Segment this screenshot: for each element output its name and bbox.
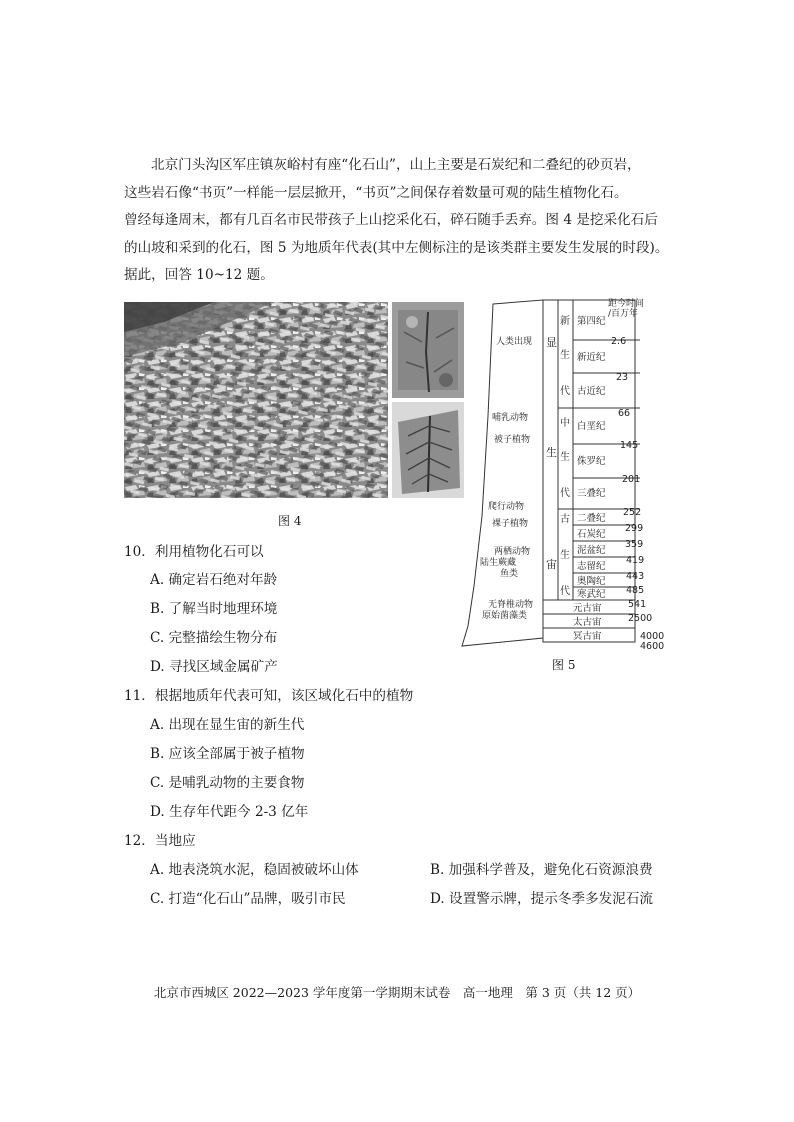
period-label: 石炭纪 [577,529,606,540]
age-label: 4600 [640,641,665,652]
question-10-option-d[interactable]: D. 寻找区域金属矿产 [150,659,278,675]
age-label: 201 [622,474,641,485]
age-label: 23 [616,372,629,383]
life-label: 被子植物 [494,435,531,445]
eon-label: 元古宙 [573,603,602,614]
period-label: 二叠纪 [577,513,606,524]
age-label: 485 [626,585,645,596]
intro-line: 的山坡和采到的化石，图 5 为地质年代表(其中左侧标注的是该类群主要发生发展的时段)。 [124,239,669,256]
period-label: 奥陶纪 [577,576,606,587]
fossil-photo-bottom [392,402,464,498]
period-label: 新近纪 [577,352,606,363]
question-11-option-a[interactable]: A. 出现在显生宙的新生代 [150,717,305,733]
question-12-option-d[interactable]: D. 设置警示牌，提示冬季多发泥石流 [430,891,653,907]
life-label: 哺乳动物 [492,413,529,423]
era-char: 代 [560,386,570,397]
eon-char: 宙 [546,558,557,571]
figure-4-caption: 图 4 [278,514,302,528]
era-char: 生 [560,452,570,463]
age-label: 4000 [640,631,665,642]
figure-5-geologic-time-scale [458,296,690,652]
life-label: 无脊椎动物 [488,600,534,610]
era-char: 新 [560,316,570,327]
period-label: 泥盆纪 [577,545,606,556]
page-footer: 北京市西城区 2022—2023 学年度第一学期期末试卷 高一地理 第 3 页（共 12 页） [153,985,641,1000]
age-label: 66 [618,408,631,419]
question-11-stem: 11．根据地质年代表可知，该区域化石中的植物 [124,688,414,704]
life-label: 原始菌藻类 [482,611,528,621]
age-label: 419 [626,555,645,566]
eon-label: 太古宙 [573,617,602,628]
eon-label: 冥古宙 [573,631,602,642]
era-char: 代 [560,488,570,499]
intro-line: 曾经每逢周末，都有几百名市民带孩子上山挖采化石，碎石随手丢弃。图 4 是挖采化石后 [124,212,658,228]
time-header-line1: 距今时间 [608,299,645,309]
intro-line: 据此，回答 10~12 题。 [124,267,274,283]
eon-char: 生 [546,446,557,459]
life-label: 两栖动物 [494,547,531,557]
question-10-option-b[interactable]: B. 了解当时地理环境 [150,601,278,617]
eon-char: 显 [546,336,557,349]
era-char: 代 [560,586,570,597]
age-label: 2.6 [611,336,627,347]
figure-4-photos [124,302,464,498]
era-char: 生 [560,350,570,361]
time-header-line2: /百万年 [608,309,639,319]
figure-5-caption: 图 5 [552,658,576,672]
life-label: 爬行动物 [488,502,525,512]
question-12-stem: 12．当地应 [124,833,196,849]
life-label: 裸子植物 [492,519,529,529]
question-10-option-a[interactable]: A. 确定岩石绝对年龄 [150,572,278,588]
period-label: 侏罗纪 [577,456,606,467]
question-11-option-d[interactable]: D. 生存年代距今 2-3 亿年 [150,804,309,820]
era-char: 古 [560,514,570,525]
age-label: 252 [623,507,642,518]
age-label: 443 [626,571,645,582]
question-11-option-c[interactable]: C. 是哺乳动物的主要食物 [150,775,305,791]
age-label: 145 [620,440,639,451]
period-label: 第四纪 [577,316,606,327]
age-label: 2500 [628,613,653,624]
era-char: 生 [560,550,570,561]
question-11-option-b[interactable]: B. 应该全部属于被子植物 [150,746,305,762]
life-label: 陆生蕨藏 [480,558,517,568]
period-label: 志留纪 [577,561,606,572]
intro-line: 北京门头沟区军庄镇灰峪村有座“化石山”，山上主要是石炭纪和二叠纪的砂页岩， [151,157,641,173]
fossil-photo-top [392,302,464,398]
intro-paragraph [124,152,672,290]
question-12-option-a[interactable]: A. 地表浇筑水泥，稳固被破坏山体 [150,862,359,878]
period-label: 三叠纪 [577,488,606,499]
question-10-stem: 10．利用植物化石可以 [124,544,264,560]
age-label: 299 [625,523,644,534]
life-label: 人类出现 [496,337,533,347]
intro-line: 这些岩石像“书页”一样能一层层掀开，“书页”之间保存着数量可观的陆生植物化石。 [124,184,628,201]
hillside-photo [124,302,388,498]
period-label: 寒武纪 [577,589,606,600]
period-label: 古近纪 [577,386,606,397]
age-label: 541 [628,599,647,610]
life-label: 鱼类 [500,569,519,579]
question-12-option-b[interactable]: B. 加强科学普及，避免化石资源浪费 [430,862,653,878]
era-char: 中 [560,418,570,429]
question-12-option-c[interactable]: C. 打造“化石山”品牌，吸引市民 [150,891,346,907]
question-10-option-c[interactable]: C. 完整描绘生物分布 [150,630,278,646]
period-label: 白垩纪 [577,421,606,432]
age-label: 359 [625,539,644,550]
